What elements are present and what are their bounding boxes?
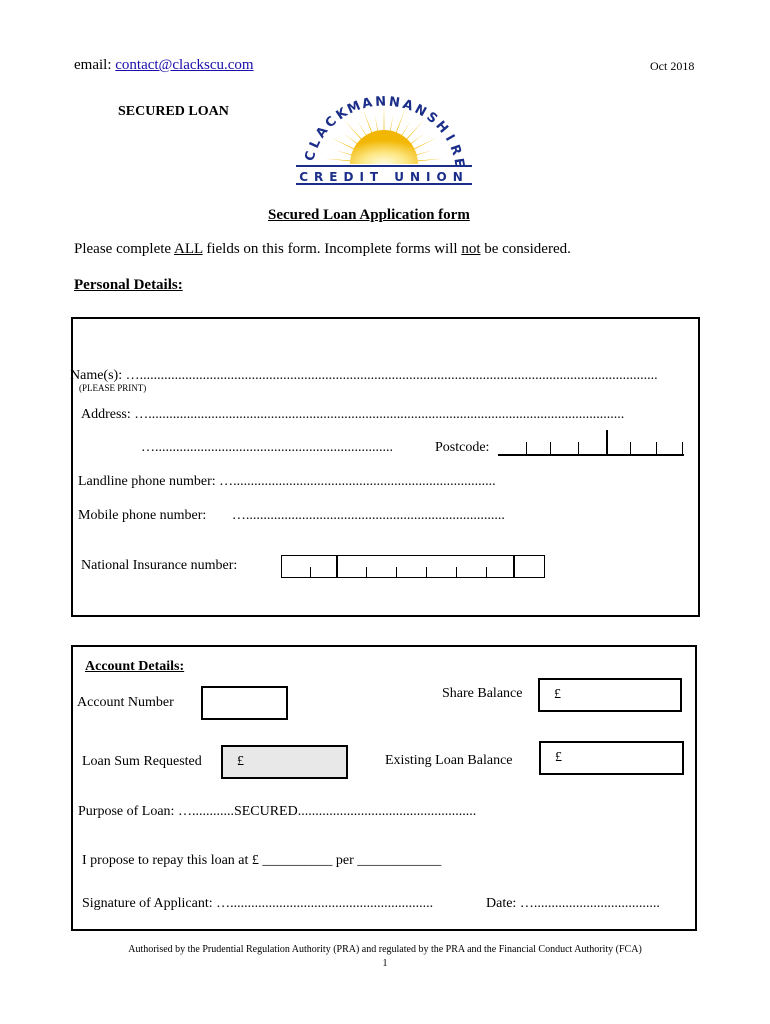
logo-arc-letter: C bbox=[322, 113, 340, 132]
ni-number-boxes[interactable] bbox=[281, 555, 545, 578]
date-field[interactable] bbox=[486, 896, 660, 912]
instructions-text-3: be considered. bbox=[484, 241, 571, 257]
logo-arc-letter: N bbox=[412, 101, 429, 121]
logo-arc-letter: N bbox=[374, 94, 387, 110]
address-dots: …........................................................................................................................................ bbox=[134, 407, 625, 422]
share-balance-label: Share Balance bbox=[442, 686, 523, 701]
purpose-value: …............SECURED................................................... bbox=[177, 804, 477, 819]
personal-details-heading: Personal Details: bbox=[74, 277, 183, 293]
signature-dots: ….......................................................... bbox=[216, 896, 434, 911]
repay-field[interactable] bbox=[82, 853, 441, 869]
document-date: Oct 2018 bbox=[650, 59, 695, 73]
logo-arc-letter: A bbox=[313, 124, 332, 141]
mobile-field[interactable] bbox=[78, 508, 505, 524]
instructions-all: ALL bbox=[173, 241, 203, 257]
please-print-note: (PLEASE PRINT) bbox=[79, 383, 147, 393]
purpose-label: Purpose of Loan: bbox=[78, 804, 175, 819]
existing-loan-input[interactable] bbox=[539, 741, 684, 775]
logo-arc-letter: S bbox=[423, 109, 441, 128]
repay-text: I propose to repay this loan at £ bbox=[82, 853, 259, 868]
loan-sum-currency: £ bbox=[237, 754, 244, 769]
logo-arc-letter: N bbox=[387, 94, 401, 112]
repay-period-blank: ____________ bbox=[357, 853, 442, 868]
landline-field[interactable] bbox=[78, 474, 496, 490]
page-number: 1 bbox=[382, 958, 388, 969]
ni-label: National Insurance number: bbox=[81, 558, 238, 573]
document-type: SECURED LOAN bbox=[118, 104, 229, 119]
share-balance-currency: £ bbox=[554, 687, 561, 702]
names-label: Name(s): bbox=[70, 368, 123, 383]
instructions-not: not bbox=[461, 241, 481, 257]
logo-arc-letter: M bbox=[345, 98, 363, 118]
logo-arc-letter: R bbox=[446, 142, 464, 158]
instructions bbox=[74, 241, 571, 258]
logo-arc-letter: A bbox=[360, 95, 374, 113]
loan-sum-input[interactable] bbox=[221, 745, 348, 779]
mobile-dots: ….......................................................................... bbox=[231, 508, 505, 523]
account-number-input[interactable] bbox=[201, 686, 288, 720]
postcode-label: Postcode: bbox=[435, 440, 490, 455]
logo-arc-letter: K bbox=[333, 105, 351, 124]
email-link[interactable]: contact@clackscu.com bbox=[115, 57, 254, 73]
instructions-text-2: fields on this form. Incomplete forms will bbox=[206, 241, 458, 257]
logo-arc-letter: E bbox=[450, 157, 467, 169]
form-title: Secured Loan Application form bbox=[268, 207, 470, 223]
logo-arc-letter: L bbox=[306, 136, 325, 151]
existing-loan-currency: £ bbox=[555, 750, 562, 765]
logo-arc-letter: I bbox=[441, 132, 458, 144]
names-field[interactable] bbox=[70, 368, 658, 384]
address-line-2[interactable]: ….................................................................... bbox=[141, 440, 393, 455]
instructions-text: Please complete bbox=[74, 241, 172, 257]
date-dots: ….................................... bbox=[519, 896, 660, 911]
date-label: Date: bbox=[486, 896, 517, 911]
share-balance-input[interactable] bbox=[538, 678, 682, 712]
regulatory-footer: Authorised by the Prudential Regulation Authority (PRA) and regulated by the PRA and the Financial Conduct Authority (FCA) bbox=[128, 944, 642, 955]
repay-per: per bbox=[335, 853, 354, 868]
sun-logo-icon bbox=[290, 82, 480, 187]
landline-dots: …........................................................................... bbox=[219, 474, 496, 489]
logo-arc-letter: H bbox=[432, 118, 451, 137]
signature-field[interactable] bbox=[82, 896, 433, 912]
credit-union-logo bbox=[290, 82, 480, 187]
loan-sum-label: Loan Sum Requested bbox=[82, 754, 202, 769]
svg-text:CREDIT UNION: CREDIT UNION bbox=[299, 170, 469, 184]
landline-label: Landline phone number: bbox=[78, 474, 216, 489]
address-label: Address: bbox=[81, 407, 131, 422]
purpose-field[interactable] bbox=[78, 804, 476, 820]
names-dots: ….................................................................................................................................................... bbox=[125, 368, 658, 383]
account-details-heading: Account Details: bbox=[85, 659, 185, 674]
logo-arc-letter: A bbox=[400, 97, 415, 115]
logo-arc-letter: C bbox=[302, 149, 320, 163]
address-field[interactable] bbox=[81, 407, 624, 423]
account-number-label: Account Number bbox=[77, 695, 174, 710]
signature-label: Signature of Applicant: bbox=[82, 896, 213, 911]
existing-loan-label: Existing Loan Balance bbox=[385, 753, 513, 768]
repay-amount-blank: __________ bbox=[262, 853, 333, 868]
email-line bbox=[74, 57, 254, 74]
email-label: email: bbox=[74, 57, 112, 73]
postcode-boxes[interactable] bbox=[498, 430, 684, 456]
mobile-label: Mobile phone number: bbox=[78, 508, 207, 523]
